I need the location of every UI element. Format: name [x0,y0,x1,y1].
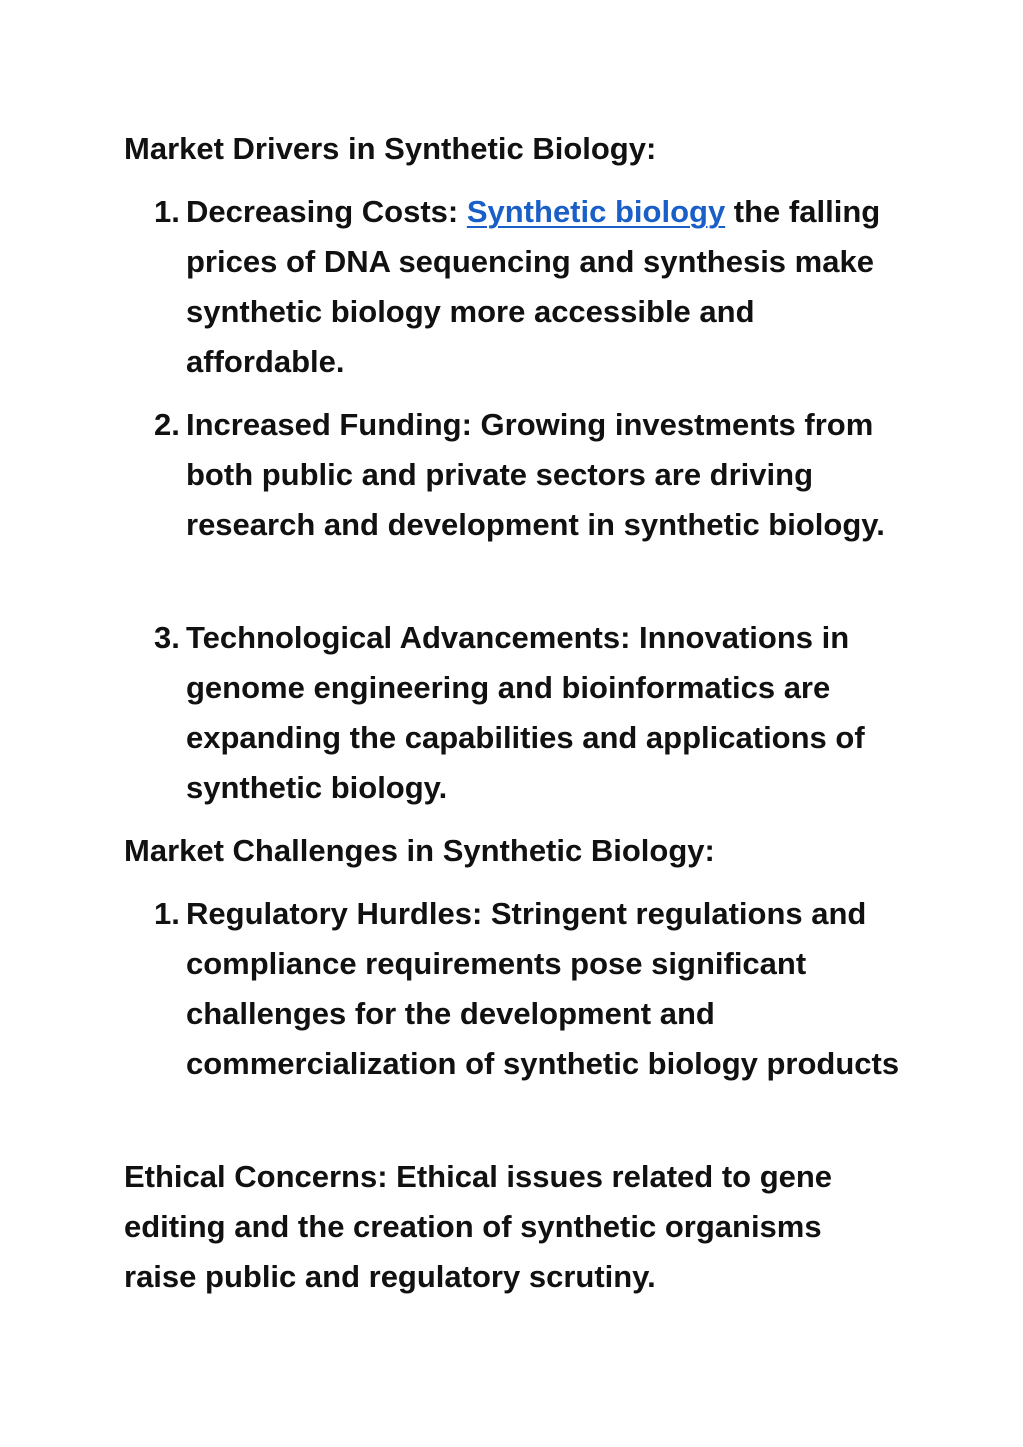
list-number: 3. [154,620,180,655]
list-number: 1. [154,194,180,229]
driver-item-2 [124,400,904,550]
list-number: 2. [154,407,180,442]
driver-item-1-title: Decreasing Costs: [186,194,467,229]
challenges-heading: Market Challenges in Synthetic Biology: [124,833,715,868]
driver-item-3-text: Technological Advancements: Innovations in genome engineering and bioinformatics are expanding the capabilities and applications of synthetic biology. [186,620,865,805]
driver-item-2-text: Increased Funding: Growing investments from both public and private sectors are driving research and development in synthetic biology. [186,407,885,542]
driver-item-1 [124,187,904,387]
list-number: 1. [154,896,180,931]
drivers-heading: Market Drivers in Synthetic Biology: [124,131,657,166]
ethical-concerns-paragraph: Ethical Concerns: Ethical issues related to gene editing and the creation of synthetic organisms raise public and regulatory scrutiny. [124,1159,833,1294]
synthetic-biology-link[interactable]: Synthetic biology [466,194,726,229]
driver-item-3 [124,613,904,813]
challenge-item-1-text: Regulatory Hurdles: Stringent regulations and compliance requirements pose significant challenges for the development and commercialization of synthetic biology products [186,896,900,1081]
challenge-item-1 [124,889,904,1089]
driver-item-1-text [186,187,904,387]
driver-item-1-rest: the falling prices of DNA sequencing and synthesis make synthetic biology more accessible and affordable. [186,194,881,379]
